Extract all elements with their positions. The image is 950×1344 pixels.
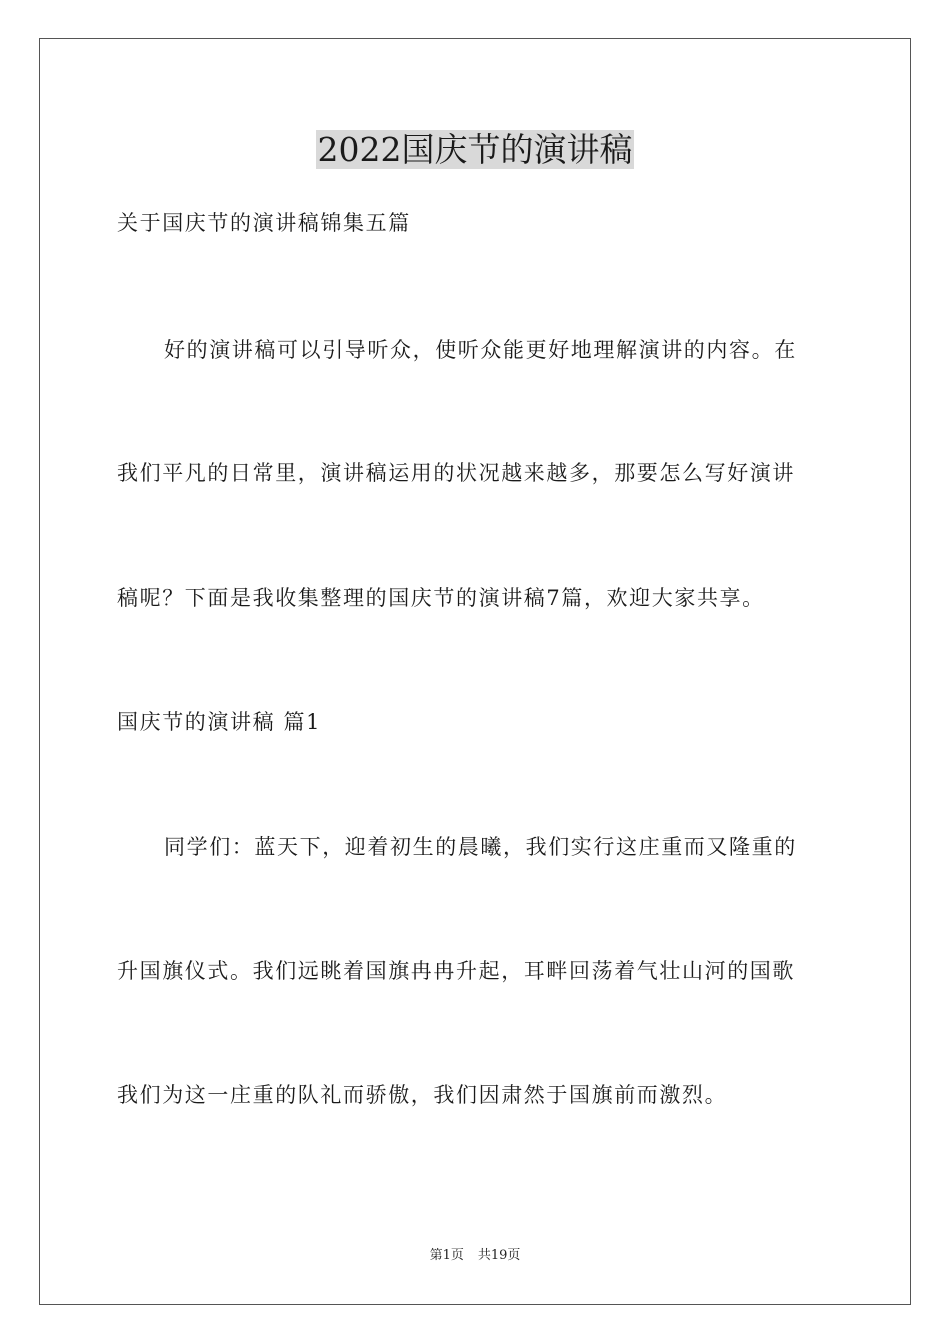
page-total: 共19页 [477, 1248, 521, 1263]
document-subtitle: 关于国庆节的演讲稿锦集五篇 [117, 211, 411, 235]
paragraph-line: 我们平凡的日常里，演讲稿运用的状况越来越多，那要怎么写好演讲 [117, 461, 795, 485]
paragraph-line: 我们为这一庄重的队礼而骄傲，我们因肃然于国旗前而激烈。 [117, 1083, 728, 1107]
paragraph-line: 同学们：蓝天下，迎着初生的晨曦，我们实行这庄重而又隆重的 [164, 835, 797, 859]
section-heading: 国庆节的演讲稿 篇1 [117, 710, 322, 734]
paragraph-line: 升国旗仪式。我们远眺着国旗冉冉升起，耳畔回荡着气壮山河的国歌 [117, 959, 795, 983]
paragraph-line: 稿呢？下面是我收集整理的国庆节的演讲稿7篇，欢迎大家共享。 [117, 586, 765, 610]
document-title-text: 2022国庆节的演讲稿 [317, 130, 633, 169]
page-number: 第1页 [429, 1248, 464, 1263]
document-title [0, 125, 950, 175]
paragraph-line: 好的演讲稿可以引导听众，使听众能更好地理解演讲的内容。在 [164, 338, 797, 362]
page-footer [0, 1247, 950, 1265]
